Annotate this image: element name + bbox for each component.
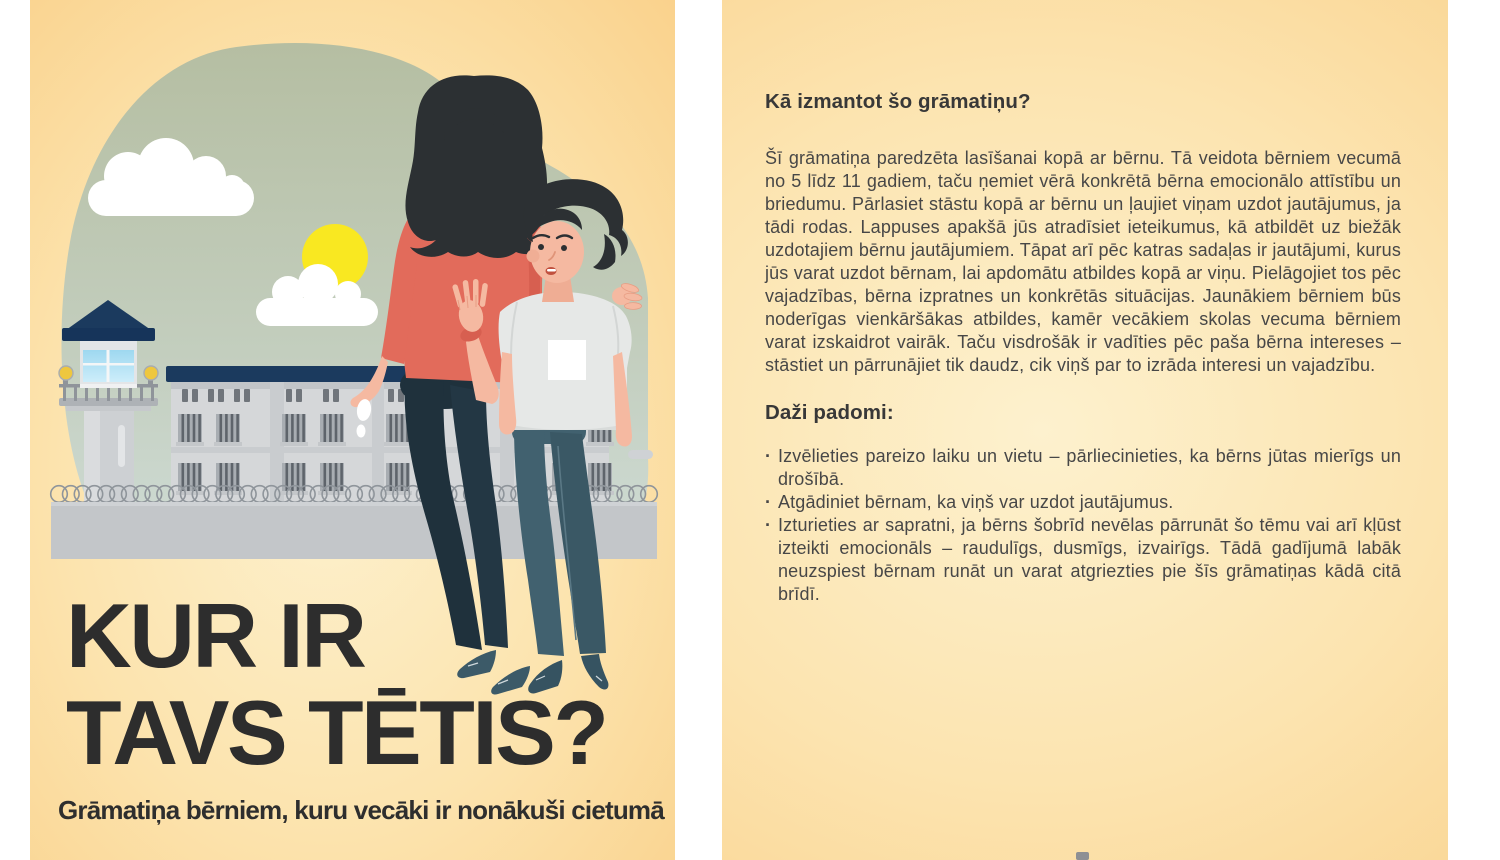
list-item — [765, 445, 1401, 491]
shirt-patch — [548, 340, 586, 380]
intro-content — [765, 90, 1401, 606]
cover-title-line1: KUR IR — [66, 586, 365, 687]
how-to-use-heading: Kā izmantot šo grāmatiņu? — [765, 90, 1031, 113]
window-sill-right — [628, 450, 653, 459]
cut-off-illustration-mark — [1076, 852, 1089, 860]
bullet-icon: · — [765, 492, 772, 512]
intro-page — [722, 0, 1448, 860]
bullet-icon: · — [765, 446, 772, 466]
list-item — [765, 491, 1401, 514]
tip-text: Izvēlieties pareizo laiku un vietu – pārliecinieties, ka bērns jūtas mierīgs un drošībā. — [778, 446, 1401, 489]
cover-page — [30, 0, 675, 860]
cover-subtitle: Grāmatiņa bērniem, kuru vecāki ir nonākuši cietumā — [58, 795, 664, 825]
tips-list — [765, 445, 1401, 606]
tips-heading: Daži padomi: — [765, 401, 894, 424]
tip-text: Izturieties ar sapratni, ja bērns šobrīd nevēlas pārrunāt šo tēmu vai arī kļūst izteikti emocionāls – raudulīgs, dusmīgs, izvairīgs. Tādā gadījumā labāk neuzspiest bērnam runāt un varat atgriezties pie šīs grāmatiņas kādā citā brīdī. — [778, 515, 1401, 604]
list-item — [765, 514, 1401, 606]
cover-title — [66, 588, 606, 782]
tip-text: Atgādiniet bērnam, ka viņš var uzdot jautājumus. — [778, 492, 1174, 512]
how-to-use-paragraph: Šī grāmatiņa paredzēta lasīšanai kopā ar bērnu. Tā veidota bērniem vecumā no 5 līdz 11 gadiem, taču ņemiet vērā konkrētā bērna emocionālo attīstību un briedumu. Pārlasiet stāstu kopā ar bērnu un ļaujiet viņam uzdot jautājumus, ja tādi rodas. Lappuses apakšā jūs atradīsiet ieteikumus, kā atbildēt uz biežāk uzdotajiem bērnu jautājumiem. Tāpat arī pēc katras sadaļas ir jautājumi, kurus jūs varat uzdot bērnam, lai apdomātu atbildes kopā ar viņu. Pielāgojiet tos pēc vajadzības, bērna izpratnes un konkrētās situācijas. Jaunākiem bērniem būs noderīgas vienkāršākas atbildes, kamēr vecākiem skolas vecuma bērniem varat izskaidrot vairāk. Taču visdrošāk ir vadīties pēc paša bērna intereses – stāstiet un pārrunājiet tik daudz, cik viņš par to izrāda interesi un vajadzību. — [765, 148, 1401, 375]
cover-title-line2: TAVS TĒTIS? — [66, 683, 607, 784]
bullet-icon: · — [765, 515, 772, 535]
